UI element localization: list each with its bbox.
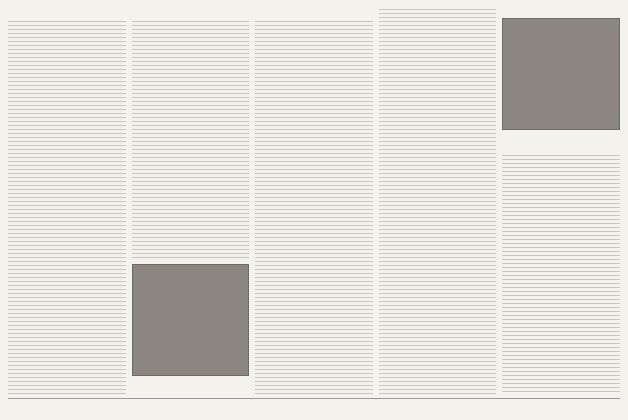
column-3-body (255, 18, 373, 394)
column-5 (502, 6, 620, 394)
column-3-year (255, 6, 373, 14)
column-1 (8, 6, 126, 394)
column-row (8, 6, 620, 394)
page-footer (8, 398, 620, 402)
column-2 (132, 6, 250, 394)
column-1-body (8, 18, 126, 394)
portrait-photo-right (502, 18, 620, 130)
portrait-photo-left (132, 264, 250, 376)
column-4-body (379, 6, 497, 394)
photo-caption-right (502, 134, 620, 148)
column-1-year (8, 6, 126, 14)
column-2-heading (132, 6, 250, 14)
column-3 (255, 6, 373, 394)
column-5-heading (502, 6, 620, 14)
photo-caption-left (132, 380, 250, 394)
column-5-body (502, 152, 620, 394)
column-2-body (132, 18, 250, 260)
column-4 (379, 6, 497, 394)
